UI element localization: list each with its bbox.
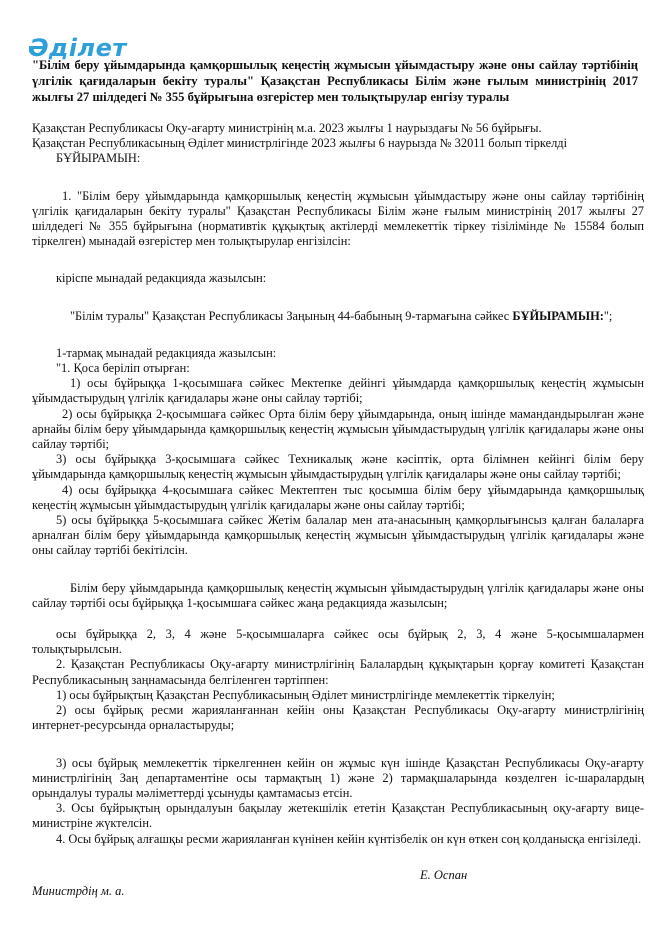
paragraph-intro: кіріспе мынадай редакцияда жазылсын:: [56, 271, 267, 286]
paragraph-3: 3. Осы бұйрықтың орындалуын бақылау жетекшілік ететін Қазақстан Республикасының оқу-ағарту вице-министріне жүктелсін.: [32, 801, 644, 831]
paragraph-2: 2. Қазақстан Республикасы Оқу-ағарту министрлігінің Балалардың құқықтарын қорғау комитеті Қазақстан Республикасының заңнамасында белгіленген тәртіппен:: [32, 657, 644, 687]
preamble-line-1: Қазақстан Республикасы Оқу-ағарту министрінің м.а. 2023 жылғы 1 наурыздағы № 56 бұйрығы.: [32, 121, 542, 135]
paragraph-2-item-1: 1) осы бұйрықтың Қазақстан Республикасының Әділет министрлігінде мемлекеттік тіркелуін;: [56, 687, 555, 702]
paragraph-legal-basis: [32, 309, 644, 324]
order-word: БҰЙЫРАМЫН:: [56, 151, 141, 166]
paragraph-1: 1. "Білім беру ұйымдарында қамқоршылық кеңестің жұмысын ұйымдастыру және оны сайлау тәртібінің үлгілік қағидаларын бекіту туралы" Қазақстан Республикасы Білім және ғылым министрінің 2017 жылғы 27 шілдедегі № 355 бұйрығына (нормативтік құқықтық актілерді мемлекеттік тіркеу тізілімінде № 15584 болып тіркелген) мынадай өзгерістер мен толықтырулар енгізілсін:: [32, 188, 644, 249]
signatory-name: Е. Оспан: [420, 868, 468, 882]
legal-basis-text: "Білім туралы" Қазақстан Республикасы Заңының 44-бабының 9-тармағына сәйкес: [70, 308, 510, 323]
list-item-4: 4) осы бұйрыққа 4-қосымшаға сәйкес Мектептен тыс қосымша білім беру ұйымдарында қамқоршылық кеңестің жұмысын ұйымдастырудың үлгілік қағидалары және оны сайлау тәртібі;: [32, 482, 644, 512]
legal-basis-order: БҰЙЫРАМЫН:: [512, 308, 604, 323]
document-title: "Білім беру ұйымдарында қамқоршылық кеңестің жұмысын ұйымдастыру және оны сайлау тәртібінің үлгілік қағидаларын бекіту туралы" Қазақстан Республикасы Білім және ғылым министрінің 2017 жылғы 27 шілдедегі № 355 бұйрығына өзгерістер мен толықтырулар енгізу туралы: [32, 58, 638, 104]
paragraph-4: 4. Осы бұйрық алғашқы ресми жарияланған күнінен кейін күнтізбелік он күн өткен соң қолданысқа енгізіледі.: [56, 831, 642, 846]
document-body: [32, 121, 644, 847]
list-item-2: 2) осы бұйрыққа 2-қосымшаға сәйкес Орта білім беру ұйымдарында, оның ішінде мамандандырылған және арнайы білім беру ұйымдарында қамқоршылық кеңестің жұмысын ұйымдастырудың үлгілік қағидалары және оны сайлау тәртібі;: [32, 406, 644, 452]
list-item-1: 1) осы бұйрыққа 1-қосымшаға сәйкес Мектепке дейінгі ұйымдарда қамқоршылық кеңестің жұмысын ұйымдастырудың үлгілік қағидалары және оны сайлау тәртібі;: [32, 376, 644, 406]
list-item-5: 5) осы бұйрыққа 5-қосымшаға сәйкес Жетім балалар мен ата-анасының қамқорлығынсыз қалған балаларға арналған білім беру ұйымдарында қамқоршылық кеңестің жұмысын ұйымдастырудың үлгілік қағидалары және оны сайлау тәртібі бекітілсін.: [32, 513, 644, 558]
paragraph-attached: "1. Қоса беріліп отырған:: [56, 361, 190, 376]
paragraph-appendices: осы бұйрыққа 2, 3, 4 және 5-қосымшаларға сәйкес осы бұйрық 2, 3, 4 және 5-қосымшалармен толықтырылсын.: [32, 627, 644, 657]
signatory-position: Министрдің м. а.: [32, 884, 125, 898]
paragraph-2-item-3: 3) осы бұйрық мемлекеттік тіркелгеннен кейін он жұмыс күн ішінде Қазақстан Республикасы Оқу-ағарту министрлігінің Заң департаментіне осы тармақтың 1) және 2) тармақшаларында көзделген іс-шаралардың орындалуы туралы мәліметтерді ұсынуды қамтамасыз етсін.: [32, 755, 644, 800]
adilet-logo: Әділет: [28, 34, 127, 62]
legal-basis-tail: ";: [603, 308, 613, 323]
list-item-3: 3) осы бұйрыққа 3-қосымшаға сәйкес Техникалық және кәсіптік, орта білімнен кейінгі білім беру ұйымдарында қамқоршылық кеңестің жұмысын ұйымдастырудың үлгілік қағидалары және оны сайлау тәртібі;: [32, 452, 644, 482]
preamble-line-2: Қазақстан Республикасының Әділет министрлігінде 2023 жылғы 6 наурызда № 32011 болып тіркелді: [32, 136, 568, 151]
paragraph-new-edition: Білім беру ұйымдарында қамқоршылық кеңестің жұмысын ұйымдастырудың үлгілік қағидалары және оны сайлау тәртібі осы бұйрыққа 1-қосымшаға сәйкес жаңа редакцияда жазылсын;: [32, 580, 644, 610]
paragraph-2-item-2: 2) осы бұйрық ресми жарияланғаннан кейін оны Қазақстан Республикасы Оқу-ағарту министрлігінің интернет-ресурсында орналастыруды;: [32, 703, 644, 733]
paragraph-clause-1-intro: 1-тармақ мынадай редакцияда жазылсын:: [56, 345, 277, 360]
